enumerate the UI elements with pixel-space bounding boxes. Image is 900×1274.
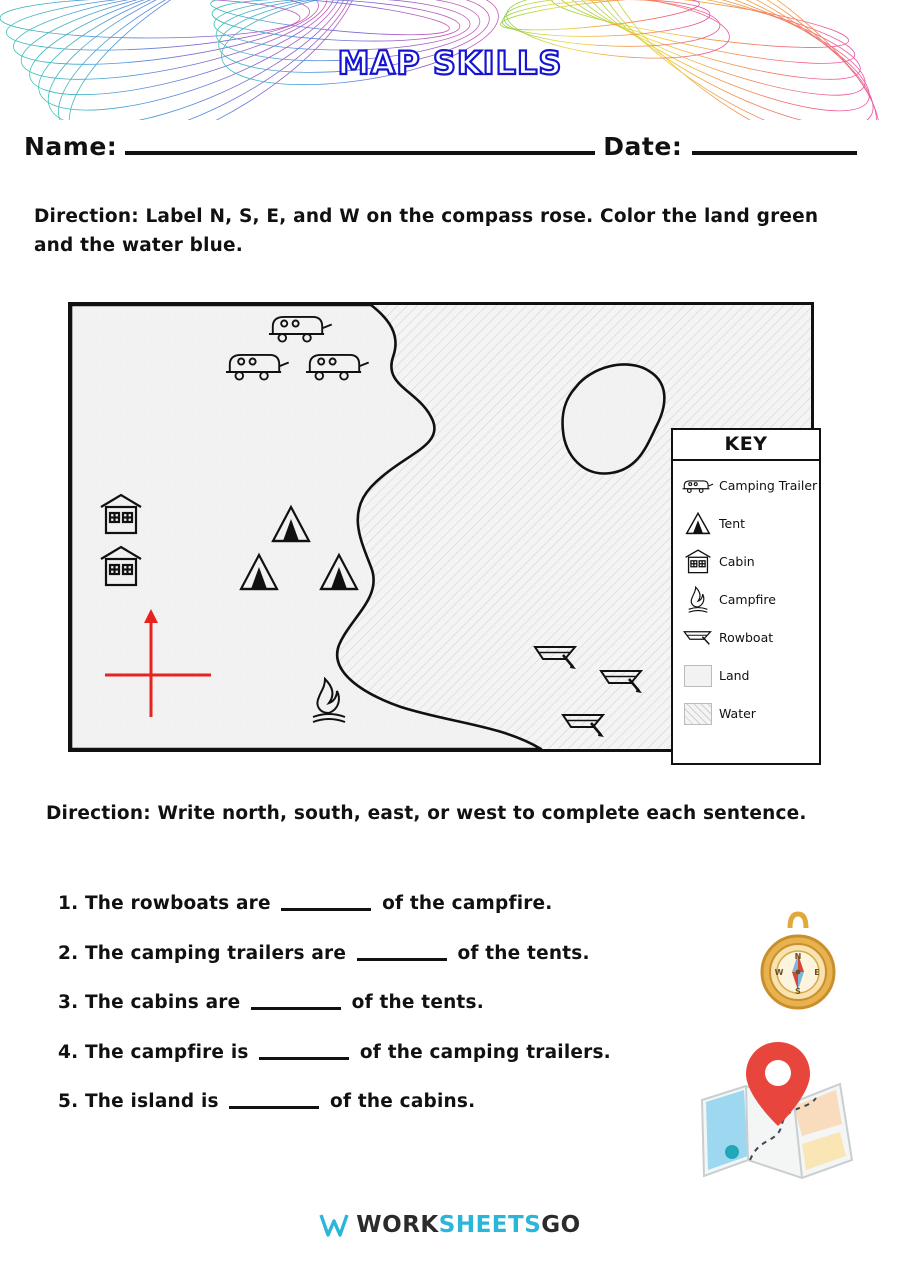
- compass-north-label: N: [794, 952, 802, 961]
- land-swatch-icon: [681, 661, 715, 691]
- key-label: Rowboat: [719, 629, 774, 645]
- logo-word-work: WORK: [356, 1212, 439, 1238]
- question-item: [58, 992, 718, 1013]
- key-label: Cabin: [719, 553, 755, 569]
- key-label: Campfire: [719, 591, 776, 607]
- tent-icon: [681, 509, 715, 539]
- key-title: KEY: [673, 430, 819, 461]
- question-item: [58, 1091, 718, 1112]
- compass-illustration: [752, 910, 844, 1022]
- question-text-before: The cabins are: [84, 992, 241, 1013]
- question-text-before: The campfire is: [84, 1041, 249, 1063]
- question-list: [58, 893, 718, 1141]
- question-number: 1.: [58, 893, 79, 914]
- logo-word-sheets: SHEETS: [438, 1212, 542, 1238]
- answer-blank[interactable]: [229, 1106, 319, 1109]
- key-item-land: [673, 657, 819, 695]
- footer-logo: [0, 1212, 900, 1238]
- answer-blank[interactable]: [357, 958, 447, 961]
- cabin-icon: [681, 547, 715, 577]
- answer-blank[interactable]: [281, 908, 371, 911]
- key-item-campfire: [673, 581, 819, 619]
- key-item-rowboat: [673, 619, 819, 657]
- rowboat-icon: [681, 623, 715, 653]
- compass-south-label: S: [795, 987, 801, 996]
- name-date-row: [24, 132, 876, 161]
- camping-trailer-icon: [681, 471, 715, 501]
- key-label: Land: [719, 667, 750, 683]
- campfire-icon: [681, 585, 715, 615]
- key-item-camping-trailer: [673, 467, 819, 505]
- question-item: [58, 893, 718, 914]
- logo-word-go: GO: [541, 1212, 581, 1238]
- key-item-cabin: [673, 543, 819, 581]
- key-label: Water: [719, 705, 756, 721]
- key-item-tent: [673, 505, 819, 543]
- key-item-water: [673, 695, 819, 733]
- footer-logo-text: [356, 1212, 580, 1238]
- worksheetsgo-mark-icon: [319, 1212, 349, 1238]
- question-item: [58, 943, 718, 964]
- name-input-line[interactable]: [125, 151, 595, 155]
- date-label: Date:: [603, 132, 683, 161]
- question-text-after: of the tents.: [457, 942, 590, 964]
- question-text-after: of the camping trailers.: [359, 1041, 611, 1063]
- direction-text-1: Direction: Label N, S, E, and W on the compass rose. Color the land green and the water blue.: [34, 206, 819, 256]
- map-pin-svg: [690, 1040, 865, 1195]
- question-text-after: of the tents.: [351, 992, 484, 1013]
- compass-east-label: E: [814, 968, 820, 977]
- question-text-before: The rowboats are: [84, 893, 271, 914]
- question-text-after: of the cabins.: [330, 1091, 476, 1112]
- compass-svg: [752, 910, 844, 1022]
- key-rows: [673, 461, 819, 733]
- map-pin-illustration: [690, 1040, 865, 1195]
- question-number: 5.: [58, 1091, 79, 1112]
- water-swatch-icon: [681, 699, 715, 729]
- question-text-before: The island is: [84, 1091, 219, 1112]
- question-text-after: of the campfire.: [382, 893, 553, 914]
- name-label: Name:: [24, 132, 118, 161]
- question-number: 3.: [58, 992, 79, 1013]
- key-label: Camping Trailer: [719, 477, 818, 493]
- map-key-panel: [671, 428, 821, 765]
- key-label: Tent: [719, 515, 746, 531]
- question-number: 2.: [58, 942, 79, 964]
- direction-text-2: Direction: Write north, south, east, or west to complete each sentence.: [46, 803, 807, 824]
- page-title: MAP SKILLS: [337, 44, 563, 82]
- question-number: 4.: [58, 1041, 79, 1063]
- answer-blank[interactable]: [251, 1007, 341, 1010]
- answer-blank[interactable]: [259, 1057, 349, 1060]
- compass-west-label: W: [774, 968, 784, 977]
- question-text-before: The camping trailers are: [84, 942, 347, 964]
- date-input-line[interactable]: [692, 151, 857, 155]
- question-item: [58, 1042, 718, 1063]
